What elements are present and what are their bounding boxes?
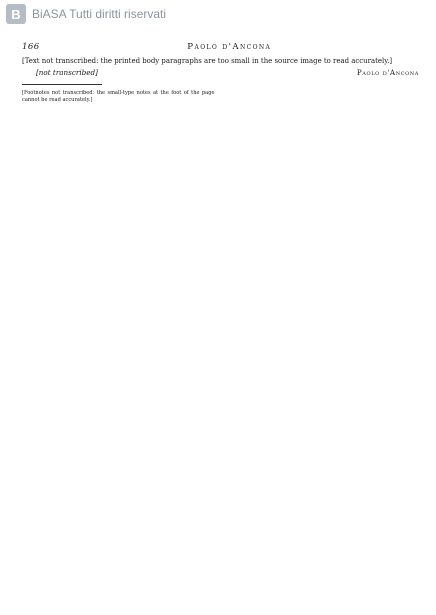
signature-row [22,68,419,77]
page-number: 166 [22,42,40,52]
footnote: [Footnotes not transcribed: the small-type notes at the foot of the page cannot be read accurately.] [22,90,215,104]
watermark-title: BiASA Tutti diritti riservati [32,7,167,21]
running-head [22,42,419,52]
footnotes [22,90,419,104]
watermark [6,4,256,24]
signature-author: Paolo d'Ancona [356,68,419,78]
watermark-text [32,7,166,21]
signature-left: [not transcribed] [36,68,98,78]
body-text: [Text not transcribed: the printed body paragraphs are too small in the source image to read accurately.] [22,57,393,65]
running-title: Paolo d'Ancona [187,42,272,52]
document-page [22,42,419,602]
biasa-logo-icon: B [6,4,26,24]
footnote-divider [22,84,102,85]
